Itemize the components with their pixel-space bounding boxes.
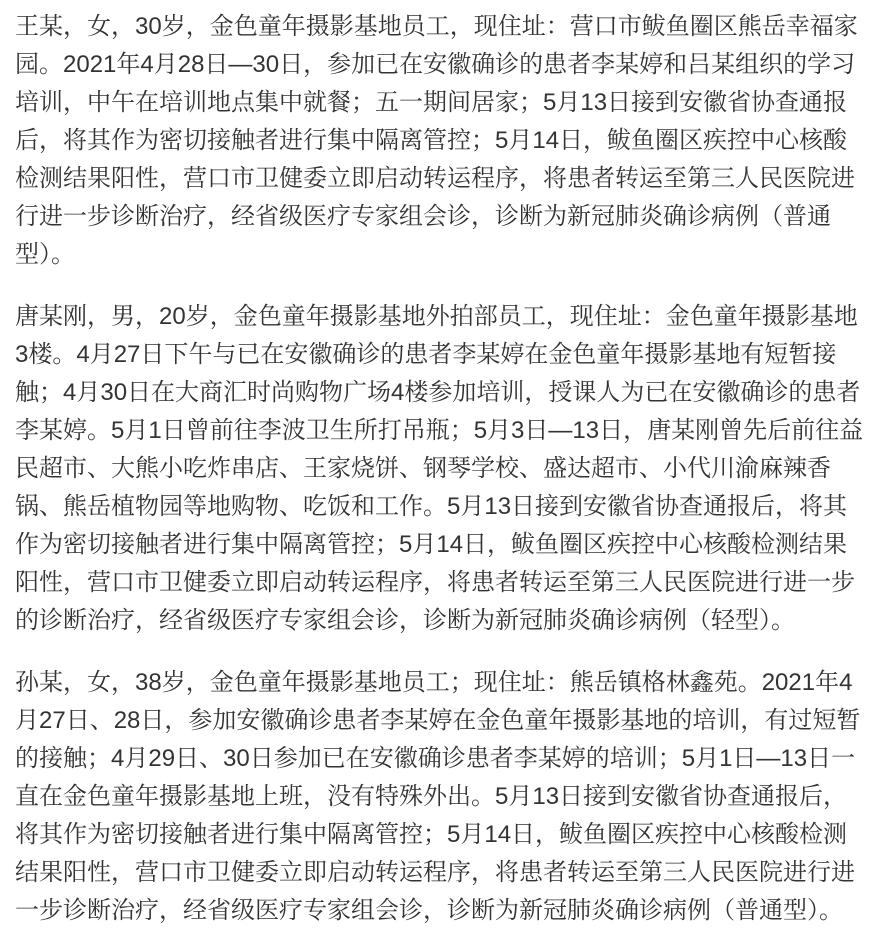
case-paragraph-wang: 王某，女，30岁，金色童年摄影基地员工，现住址：营口市鲅鱼圈区熊岳幸福家园。2021年4月28日—30日，参加已在安徽确诊的患者李某婷和吕某组织的学习培训，中午在培训地点集中就餐；五一期间居家；5月13日接到安徽省协查通报后，将其作为密切接触者进行集中隔离管控；5月14日，鲅鱼圈区疾控中心核酸检测结果阳性，营口市卫健委立即启动转运程序，将患者转运至第三人民医院进行进一步诊断治疗，经省级医疗专家组会诊，诊断为新冠肺炎确诊病例（普通型）。 [15,13,858,268]
case-paragraph-sun: 孙某，女，38岁，金色童年摄影基地员工；现住址：熊岳镇格林鑫苑。2021年4月27日、28日，参加安徽确诊患者李某婷在金色童年摄影基地的培训，有过短暂的接触；4月29日、30日参加已在安徽确诊患者李某婷的培训；5月1日—13日一直在金色童年摄影基地上班，没有特殊外出。5月13日接到安徽省协查通报后，将其作为密切接触者进行集中隔离管控；5月14日，鲅鱼圈区疾控中心核酸检测结果阳性，营口市卫健委立即启动转运程序，将患者转运至第三人民医院进行进一步诊断治疗，经省级医疗专家组会诊，诊断为新冠肺炎确诊病例（普通型）。 [15,669,861,924]
case-paragraph-tang: 唐某刚，男，20岁，金色童年摄影基地外拍部员工，现住址：金色童年摄影基地3楼。4月27日下午与已在安徽确诊的患者李某婷在金色童年摄影基地有短暂接触；4月30日在大商汇时尚购物广场4楼参加培训，授课人为已在安徽确诊的患者李某婷。5月1日曾前往李波卫生所打吊瓶；5月3日—13日，唐某刚曾先后前往益民超市、大熊小吃炸串店、王家烧饼、钢琴学校、盛达超市、小代川渝麻辣香锅、熊岳植物园等地购物、吃饭和工作。5月13日接到安徽省协查通报后，将其作为密切接触者进行集中隔离管控；5月14日，鲅鱼圈区疾控中心核酸检测结果阳性，营口市卫健委立即启动转运程序，将患者转运至第三人民医院进行进一步的诊断治疗，经省级医疗专家组会诊，诊断为新冠肺炎确诊病例（轻型）。 [15,303,864,634]
